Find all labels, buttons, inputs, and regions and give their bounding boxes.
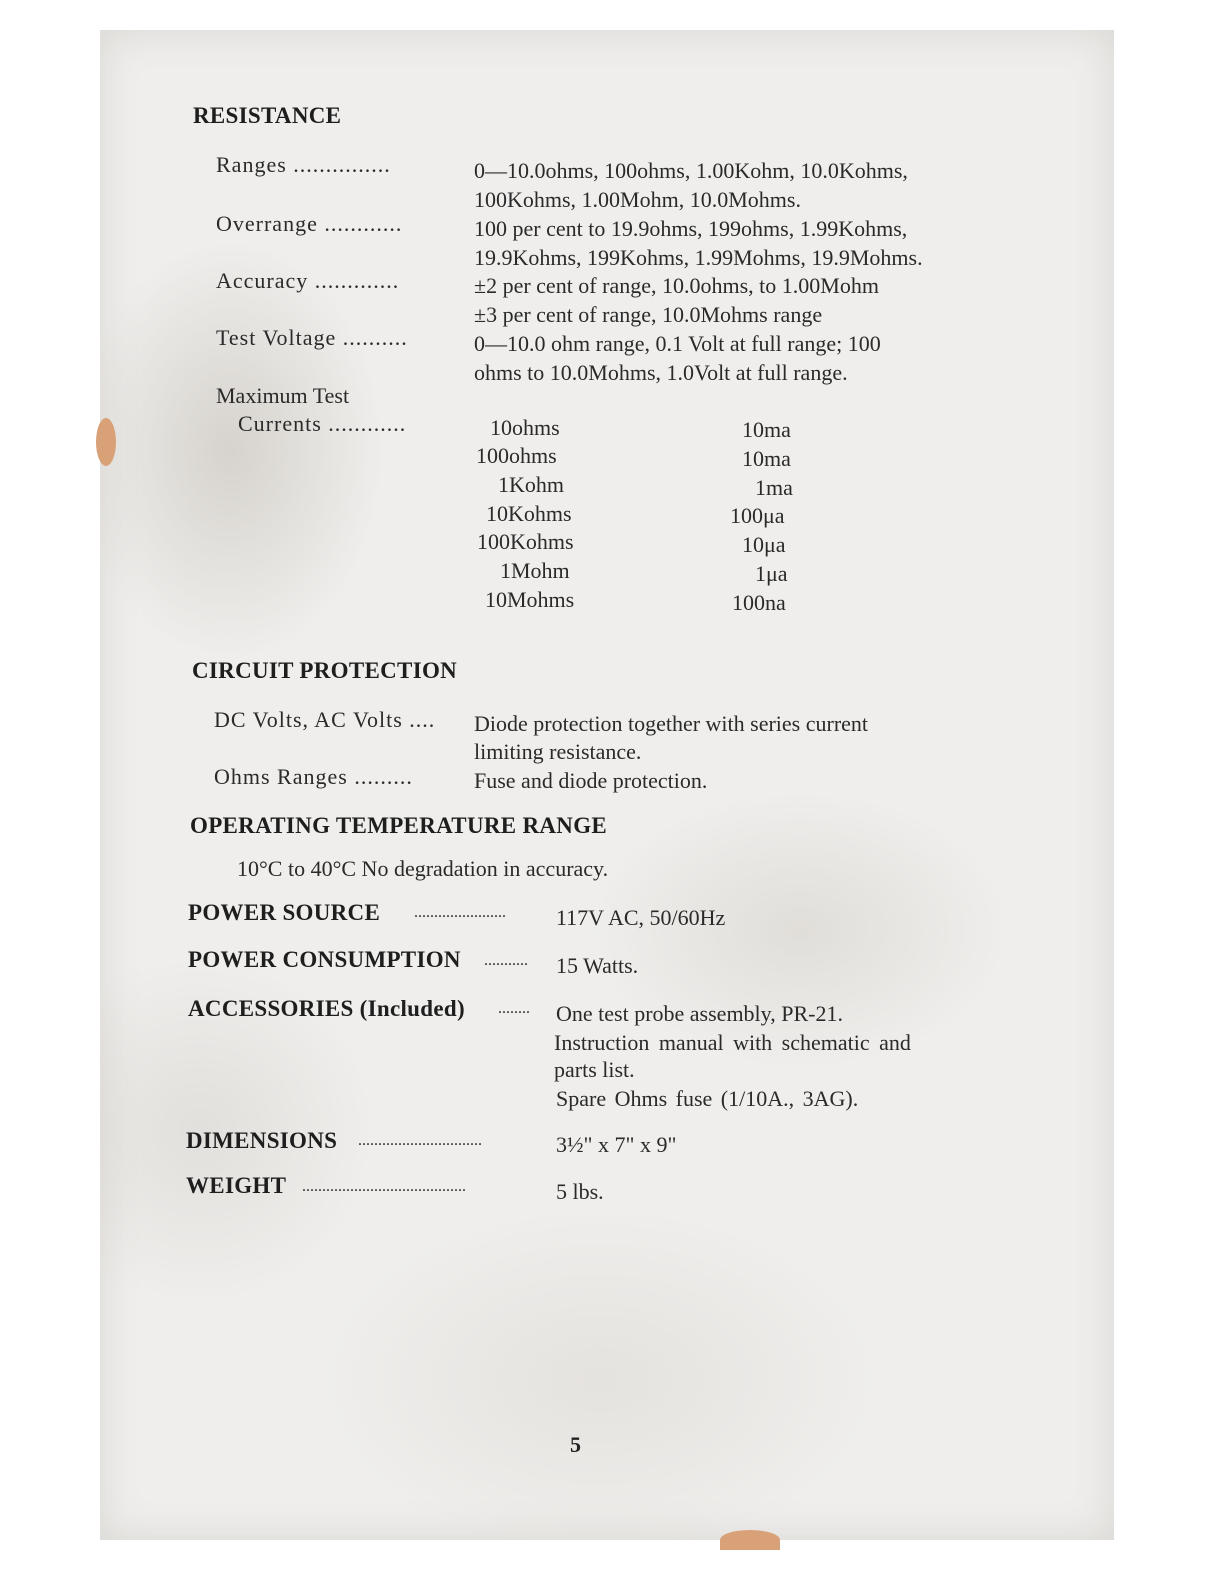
overrange-label: Overrange ............	[216, 211, 403, 236]
accuracy-label: Accuracy .............	[216, 268, 400, 293]
ranges-value: 0—10.0ohms, 100ohms, 1.00Kohm, 10.0Kohms,	[474, 158, 908, 183]
accessories-value: One test probe assembly, PR-21.	[556, 1001, 843, 1026]
resistance-heading: RESISTANCE	[193, 103, 342, 128]
current-range: 1Kohm	[498, 472, 564, 497]
dc-ac-value: Diode protection together with series current	[474, 711, 869, 736]
current-value: 10ma	[742, 446, 791, 471]
current-value: 10μa	[742, 532, 786, 557]
accessories-value: Instruction manual with schematic and	[554, 1030, 911, 1055]
circuit-protection-heading: CIRCUIT PROTECTION	[192, 658, 458, 683]
leader-dots: .........................................	[302, 1178, 466, 1195]
accessories-value: parts list.	[554, 1057, 635, 1082]
ranges-value: 100Kohms, 1.00Mohm, 10.0Mohms.	[474, 187, 801, 212]
dc-ac-label: DC Volts, AC Volts ....	[214, 707, 436, 732]
current-value: 1ma	[755, 475, 793, 500]
power-source-heading: POWER SOURCE	[188, 900, 381, 925]
page-number: 5	[570, 1432, 581, 1457]
current-value: 1μa	[755, 561, 788, 586]
test-voltage-value: ohms to 10.0Mohms, 1.0Volt at full range.	[474, 360, 848, 385]
weight-heading: WEIGHT	[186, 1173, 287, 1198]
operating-temperature-value: 10°C to 40°C No degradation in accuracy.	[237, 856, 609, 881]
accuracy-value: ±2 per cent of range, 10.0ohms, to 1.00Mohm	[474, 273, 879, 298]
test-voltage-label: Test Voltage ..........	[216, 325, 408, 350]
test-voltage-value: 0—10.0 ohm range, 0.1 Volt at full range; 100	[474, 331, 881, 356]
accessories-value: Spare Ohms fuse (1/10A., 3AG).	[556, 1086, 859, 1111]
current-range: 10Kohms	[486, 501, 572, 526]
power-consumption-value: 15 Watts.	[556, 953, 639, 978]
leader-dots: ...............................	[358, 1132, 482, 1149]
currents-label: Currents ............	[238, 411, 407, 436]
dc-ac-value: limiting resistance.	[474, 739, 642, 764]
current-range: 1Mohm	[500, 558, 570, 583]
current-range: 10Mohms	[485, 587, 575, 612]
max-test-label: Maximum Test	[216, 383, 350, 408]
accuracy-value: ±3 per cent of range, 10.0Mohms range	[474, 302, 823, 327]
current-value: 100μa	[730, 503, 785, 528]
current-range: 100Kohms	[477, 529, 574, 554]
dimensions-heading: DIMENSIONS	[186, 1128, 338, 1153]
ohms-ranges-label: Ohms Ranges .........	[214, 764, 413, 789]
leader-dots: .......................	[414, 904, 506, 921]
power-source-value: 117V AC, 50/60Hz	[556, 905, 726, 930]
current-value: 100na	[732, 590, 786, 615]
accessories-heading: ACCESSORIES (Included)	[188, 996, 465, 1021]
leader-dots: ........	[498, 1000, 530, 1017]
weight-value: 5 lbs.	[556, 1179, 604, 1204]
current-value: 10ma	[742, 417, 791, 442]
ranges-label: Ranges ...............	[216, 152, 391, 177]
power-consumption-heading: POWER CONSUMPTION	[188, 947, 461, 972]
current-range: 100ohms	[476, 443, 557, 468]
stain-mark	[720, 1530, 780, 1550]
overrange-value: 100 per cent to 19.9ohms, 199ohms, 1.99Kohms,	[474, 216, 908, 241]
ohms-ranges-value: Fuse and diode protection.	[474, 768, 708, 793]
overrange-value: 19.9Kohms, 199Kohms, 1.99Mohms, 19.9Mohms.	[474, 245, 923, 270]
leader-dots: ...........	[484, 952, 528, 969]
operating-temperature-heading: OPERATING TEMPERATURE RANGE	[190, 813, 608, 838]
current-range: 10ohms	[490, 415, 560, 440]
dimensions-value: 3½" x 7" x 9"	[556, 1132, 677, 1157]
stain-mark	[96, 418, 116, 466]
